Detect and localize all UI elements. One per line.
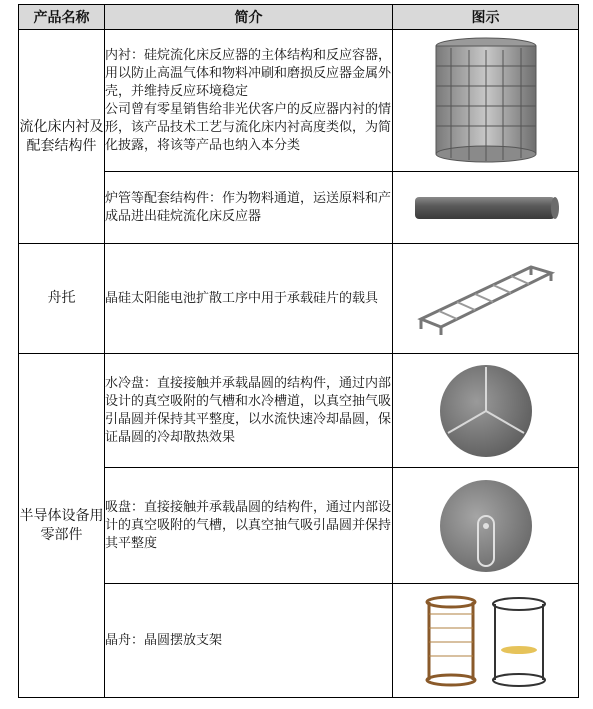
product-desc (105, 30, 393, 172)
product-table (18, 4, 579, 698)
product-name: 流化床内衬及配套结构件 (19, 30, 105, 244)
furnace-tube-image (393, 172, 579, 244)
header-row (19, 5, 579, 30)
desc-paragraph: 吸盘：直接接触并承载晶圆的结构件，通过内部设计的真空吸附的气槽，以真空抽气吸引晶圆并保持其平整度 (105, 499, 392, 551)
water-cooled-disk-icon (436, 361, 536, 461)
product-name: 舟托 (19, 244, 105, 354)
boat-holder-icon (411, 259, 561, 339)
desc-paragraph: 内衬：硅烷流化床反应器的主体结构和反应容器，用以防止高温气体和物料冲刷和磨损反应器金属外壳，并维持反应环境稳定 (105, 47, 392, 99)
header-image: 图示 (393, 5, 579, 30)
wafer-boat-image (393, 584, 579, 698)
water-cooled-disk-image (393, 354, 579, 468)
vacuum-chuck-icon (436, 476, 536, 576)
boat-holder-image (393, 244, 579, 354)
header-name: 产品名称 (19, 5, 105, 30)
product-desc (105, 584, 393, 698)
desc-paragraph: 公司曾有零星销售给非光伏客户的反应器内衬的情形，该产品技术工艺与流化床内衬高度类似，为简化披露，将该等产品也纳入本分类 (105, 101, 392, 153)
cylinder-liner-icon (431, 36, 541, 166)
product-desc (105, 244, 393, 354)
cylinder-liner-image (393, 30, 579, 172)
table-row (19, 354, 579, 468)
desc-paragraph: 炉管等配套结构件：作为物料通道，运送原料和产成品进出硅烷流化床反应器 (105, 190, 392, 224)
desc-paragraph: 晶硅太阳能电池扩散工序中用于承载硅片的载具 (105, 290, 379, 306)
product-desc (105, 354, 393, 468)
vacuum-chuck-image (393, 468, 579, 584)
wafer-boat-icon (421, 594, 551, 688)
product-name: 半导体设备用零部件 (19, 354, 105, 698)
product-desc (105, 172, 393, 244)
table-row (19, 30, 579, 172)
product-desc (105, 468, 393, 584)
table-row (19, 244, 579, 354)
desc-paragraph: 水冷盘：直接接触并承载晶圆的结构件，通过内部设计的真空吸附的气槽和水冷槽道，以真空抽气吸引晶圆并保持其平整度，以水流快速冷却晶圆，保证晶圆的冷却散热效果 (105, 375, 392, 445)
header-desc: 简介 (105, 5, 393, 30)
furnace-tube-icon (411, 193, 561, 223)
desc-paragraph: 晶舟：晶圆摆放支架 (105, 632, 223, 648)
